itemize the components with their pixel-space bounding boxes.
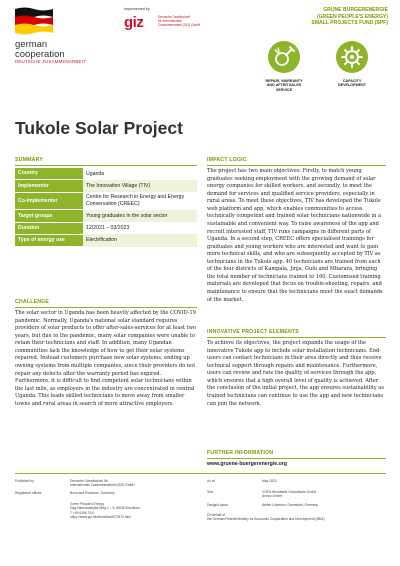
summary-key: Implementer [15, 180, 83, 192]
registered-value: Bonn and Eschborn, Germany [70, 491, 115, 495]
impact-text: The project has two main objectives: Firstly, to match young graduates seeking employment with the growing demand of solar energy companies for skilled workers, and secondly, to meet the demand for services and qualified service providers, especially in rural areas. To meet these objectives, TIV has developed the Tukole web platform and app, which enables communities to access technically competent and trained solar technicians nationwide in a sustainable and convenient way. To raise awareness of the app and recruit interested staff, TIV runs campaigns in different parts of Uganda. In a second step, CREEC offers specialised trainings for graduates and young workers who are interested and want to gain more technical skills, and who are subsequently accepted by TIV as technicians in the Tukole app. 40 technicians are trained from each of the four districts of Kampala, Jinja, Gulu and Mbarara, bringing the total number of technicians trained to 160. Customised training materials are developed that focus on trouble-shooting, repairs, and maintenance to ensure that the technicians meet the exact demands of the market. [207, 168, 383, 303]
further-divider [207, 458, 386, 459]
summary-row [15, 222, 197, 234]
summary-value: Uganda [83, 168, 197, 180]
summary-key: Duration [15, 222, 83, 234]
impact-heading: IMPACT LOGIC [207, 157, 247, 163]
summary-row [15, 210, 197, 222]
footer-divider [15, 473, 386, 474]
further-heading: FURTHER INFORMATION [207, 450, 274, 456]
logo-line2: cooperation [15, 48, 65, 60]
registered-label: Registered offices [15, 491, 42, 495]
summary-row [15, 234, 197, 246]
repair-wrench-icon [268, 41, 300, 73]
innovative-text: To achieve its objectives, the project expands the usage of the innovative Tukole app to include solar installation technicians. End-users can contact technicians in their area directly and thus receive technical support through repairs and maintenance. Furthermore, users can review and rate the quality of services through the app, which ensures that a high overall level of quality is achieved. After the conclusion of the initial project, the app ensures sustainability as trained technicians can continue to use the app and new technicians can join the network. [207, 340, 384, 407]
challenge-text: The solar sector in Uganda has been heavily affected by the COVID-19 pandemic. Normally, Uganda's national solar standard requires providers of solar products to offer after-sales-services for at least two years, but due to the pandemic, many solar companies were unable to retain their technicians and staff. In addition, many Ugandan communities lack the knowledge of how to get their solar systems repaired. Instead customers purchase new solar systems, ending up owning systems from multiple companies, since their providers do not repair any defects after the warranty period has expired. Furthermore, it is difficult to find competent solar technicians within the last mile, as employers in the industry are concentrated in central Uganda. This leads skilled technicians to move away from smaller towns and rural areas in search of more attractive employers. [15, 310, 197, 407]
spf-line: (GREEN PEOPLE'S ENERGY) [316, 13, 388, 20]
published-by-value: Deutsche Gesellschaft für Internationale Zusammenarbeit (GIZ) GmbH [70, 479, 135, 488]
summary-value: Electrification [83, 234, 197, 246]
as-at-label: As at [207, 479, 215, 483]
design-label: Design/Layout [207, 503, 229, 507]
impact-divider [207, 165, 386, 166]
german-cooperation-logo [15, 40, 86, 64]
implemented-by-label: Implemented by [124, 7, 150, 11]
design-value: Atelier Löwentor, Darmstadt, Germany [262, 503, 319, 507]
further-link[interactable]: www.gruene-buergerenergie.org [207, 461, 287, 467]
giz-desc-line: Zusammenarbeit (GIZ) GmbH [158, 23, 201, 27]
giz-desc-line: Deutsche Gesellschaft [158, 15, 190, 19]
giz-logo: giz [124, 14, 144, 31]
logo-line1: german [15, 39, 48, 50]
summary-value: Centre for Research in Energy and Energy Conservation (CREEC) [83, 192, 197, 210]
text-credit-label: Text [207, 490, 214, 494]
spf-line: GRÜNE BÜRGERENERGIE [323, 7, 388, 13]
summary-row [15, 180, 197, 192]
giz-desc-line: für Internationale [158, 19, 182, 23]
capacity-icon-label: CAPACITY DEVELOPMENT [337, 79, 367, 88]
german-flag-wave [15, 7, 53, 35]
summary-value: The Innovation Village (TIV) [83, 180, 197, 192]
text-credit-value: GOPA Worldwide Consultants GmbH, Anepo GmbH [262, 490, 318, 499]
logo-sub: DEUTSCHE ZUSAMMENARBEIT [15, 59, 86, 64]
summary-key: Type of energy use [15, 234, 83, 246]
as-at-value: May 2023 [262, 479, 277, 483]
summary-key: Co-implementer [15, 192, 83, 210]
summary-key: Target groups [15, 210, 83, 222]
capacity-gear-icon [336, 41, 368, 73]
on-behalf-text: On behalf of the German Federal Ministry for Economic Cooperation and Development (BMZ) [207, 513, 325, 522]
page-title: Tukole Solar Project [15, 118, 183, 138]
summary-table [15, 168, 197, 247]
giz-description [158, 15, 200, 27]
spf-title [311, 7, 388, 27]
innovative-divider [207, 337, 386, 338]
summary-row [15, 192, 197, 210]
challenge-heading: CHALLENGE [15, 299, 50, 305]
footer-address: Green People's Energy Dag-Hammarskjöld-Weg 1 – 5, 65760 Eschborn T +49 6196 79-0 https://www.giz.de/de/weltweit/77672.html [70, 502, 141, 519]
challenge-divider [15, 307, 197, 308]
summary-heading: SUMMARY [15, 157, 44, 163]
summary-value: 12/2021 – 03/2023 [83, 222, 197, 234]
published-by-label: Published by [15, 479, 34, 483]
summary-key: Country [15, 168, 83, 180]
innovative-heading: INNOVATIVE PROJECT ELEMENTS [207, 329, 299, 335]
spf-line: SMALL PROJECTS FUND (SPF) [311, 20, 388, 27]
repair-icon-label: REPAIR, WARRANTY AND AFTER SALES SERVICE [265, 79, 303, 92]
summary-divider [15, 165, 197, 166]
summary-value: Young graduates in the solar sector [83, 210, 197, 222]
summary-row [15, 168, 197, 180]
